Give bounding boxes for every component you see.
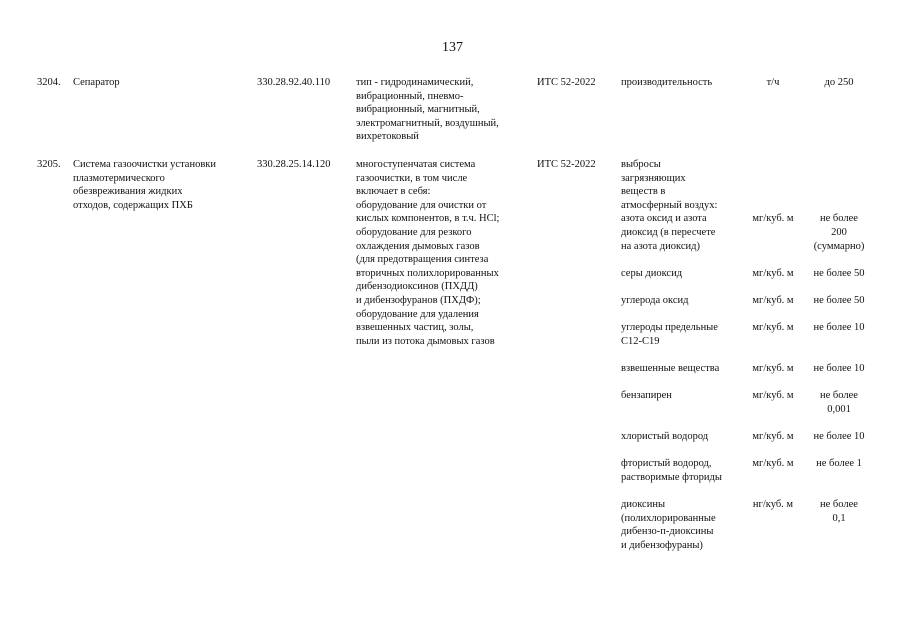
- parameter-name-line: бензапирен: [621, 390, 672, 401]
- parameter-name-line: серы диоксид: [621, 268, 683, 279]
- parameter-name: [621, 321, 718, 348]
- parameter-name-line: углерода оксид: [621, 295, 689, 306]
- parameter-value-line: не более 50: [813, 268, 865, 279]
- item-description-line: газоочистки, в том числе: [356, 172, 468, 184]
- parameter-value: [806, 294, 872, 308]
- parameter-value-line: не более 10: [813, 431, 865, 442]
- item-name-line: плазмотермического: [73, 172, 165, 184]
- parameter-unit-line: мг/куб. м: [752, 458, 794, 469]
- parameter-value-line: не более 10: [813, 363, 865, 374]
- parameter-name-line: диоксид (в пересчете: [621, 226, 716, 238]
- parameter-value-line: 0,1: [832, 512, 846, 524]
- parameter-name-line: дибензо-п-диоксины: [621, 526, 714, 538]
- item-code: 330.28.25.14.120: [257, 159, 331, 170]
- parameter-unit-line: мг/куб. м: [752, 363, 794, 374]
- parameter-name: [621, 362, 719, 376]
- item-name: [73, 76, 120, 90]
- parameter-name-line: взвешенные вещества: [621, 363, 720, 374]
- item-name-line: Система газоочистки установки: [73, 159, 217, 170]
- parameter-name-line: на азота диоксид): [621, 240, 700, 252]
- item-description-line: (для предотвращения синтеза: [356, 254, 489, 266]
- parameter-value-line: [806, 199, 872, 213]
- parameter-value-line: [806, 158, 872, 172]
- parameter-name-line: атмосферный воздух:: [621, 199, 718, 211]
- row-number: 3205.: [37, 159, 61, 170]
- parameter-unit-line: нг/куб. м: [752, 499, 794, 510]
- item-description-line: оборудование для очистки от: [356, 199, 487, 211]
- item-description: [356, 158, 499, 348]
- parameter-value: [806, 498, 872, 525]
- item-name-line: Сепаратор: [73, 77, 120, 88]
- item-description-line: охлаждения дымовых газов: [356, 240, 480, 252]
- parameter-name-line: производительность: [621, 77, 713, 88]
- page-number: 137: [442, 40, 463, 55]
- parameter-unit: [746, 457, 800, 471]
- parameter-value-line: не более 1: [816, 458, 862, 469]
- parameter-name: [621, 457, 722, 484]
- parameter-value-line: (суммарно): [813, 240, 865, 252]
- item-description-line: дибензодиоксинов (ПХДД): [356, 281, 478, 293]
- parameter-unit: [746, 294, 800, 308]
- item-description-line: тип - гидродинамический,: [356, 77, 474, 88]
- parameter-name: [621, 267, 682, 281]
- parameter-name-line: C12-C19: [621, 335, 660, 347]
- item-description-line: многоступенчатая система: [356, 159, 476, 170]
- item-description-line: пыли из потока дымовых газов: [356, 335, 495, 347]
- parameter-unit-line: мг/куб. м: [752, 390, 794, 401]
- item-description-line: вихретоковый: [356, 131, 419, 143]
- item-description-line: кислых компонентов, в т.ч. HCl;: [356, 213, 500, 225]
- parameter-unit: [746, 498, 800, 512]
- parameter-unit: [746, 267, 800, 281]
- item-name-line: обезвреживания жидких: [73, 186, 183, 198]
- item-description-line: включает в себя:: [356, 186, 431, 198]
- parameter-name-line: веществ в: [621, 186, 666, 198]
- parameter-value: [806, 389, 872, 416]
- parameter-value: [806, 76, 872, 90]
- parameter-unit-line: [746, 199, 800, 213]
- parameter-name: [621, 430, 708, 444]
- item-description-line: вторичных полихлорированных: [356, 267, 499, 279]
- parameter-unit: [746, 430, 800, 444]
- item-description-line: оборудование для удаления: [356, 308, 479, 320]
- parameter-value-line: не более 10: [813, 322, 865, 333]
- parameter-value-line: [806, 172, 872, 186]
- parameter-value: [806, 457, 872, 471]
- parameter-name-line: фтористый водород,: [621, 458, 712, 469]
- parameter-name: [621, 389, 672, 403]
- parameter-unit-line: [746, 158, 800, 172]
- parameter-unit: [746, 76, 800, 90]
- item-description: [356, 76, 499, 144]
- row-number: 3204.: [37, 77, 61, 88]
- parameter-name-line: выбросы: [621, 159, 661, 170]
- parameter-name-line: растворимые фториды: [621, 471, 722, 483]
- parameter-name: [621, 76, 712, 90]
- parameter-name-line: (полихлорированные: [621, 512, 716, 524]
- parameter-name: [621, 158, 717, 253]
- parameter-value: [806, 158, 872, 253]
- parameter-name-line: хлористый водород: [621, 431, 709, 442]
- item-name: [73, 158, 216, 212]
- parameter-unit-line: [746, 172, 800, 186]
- item-standard: ИТС 52-2022: [537, 77, 596, 88]
- parameter-value: [806, 267, 872, 281]
- parameter-value-line: не более 50: [813, 295, 865, 306]
- parameter-name-line: и дибензофураны): [621, 539, 703, 551]
- parameter-unit: [746, 321, 800, 335]
- parameter-unit-line: мг/куб. м: [752, 322, 794, 333]
- item-description-line: взвешенных частиц, золы,: [356, 322, 474, 334]
- item-code: 330.28.92.40.110: [257, 77, 331, 88]
- parameter-unit-line: мг/куб. м: [752, 431, 794, 442]
- parameter-unit-line: [746, 185, 800, 199]
- parameter-unit-line: мг/куб. м: [752, 213, 794, 225]
- parameter-value-line: не более: [820, 499, 858, 510]
- item-standard: ИТС 52-2022: [537, 159, 596, 170]
- parameter-value-line: не более: [820, 390, 858, 401]
- parameter-value-line: [806, 185, 872, 199]
- parameter-value-line: 200: [831, 226, 847, 238]
- parameter-value: [806, 362, 872, 376]
- item-description-line: вибрационный, пневмо-: [356, 90, 464, 102]
- parameter-unit-line: мг/куб. м: [752, 295, 794, 306]
- parameter-name: [621, 498, 716, 552]
- parameter-unit-line: т/ч: [766, 77, 780, 88]
- parameter-name-line: диоксины: [621, 499, 666, 510]
- parameter-name-line: углероды предельные: [621, 322, 718, 333]
- parameter-value-line: 0,001: [827, 403, 851, 415]
- parameter-name-line: азота оксид и азота: [621, 213, 707, 225]
- item-description-line: вибрационный, магнитный,: [356, 104, 480, 116]
- parameter-value-line: до 250: [824, 77, 854, 88]
- parameter-value-line: не более: [820, 213, 858, 225]
- item-description-line: электромагнитный, воздушный,: [356, 117, 499, 129]
- item-description-line: оборудование для резкого: [356, 226, 472, 238]
- item-description-line: и дибензофуранов (ПХДФ);: [356, 294, 481, 306]
- item-name-line: отходов, содержащих ПХБ: [73, 199, 193, 211]
- parameter-value: [806, 321, 872, 335]
- parameter-name-line: загрязняющих: [621, 172, 686, 184]
- parameter-unit-line: мг/куб. м: [752, 268, 794, 279]
- parameter-unit: [746, 389, 800, 403]
- parameter-value: [806, 430, 872, 444]
- parameter-unit: [746, 362, 800, 376]
- parameter-unit: [746, 158, 800, 226]
- parameter-name: [621, 294, 688, 308]
